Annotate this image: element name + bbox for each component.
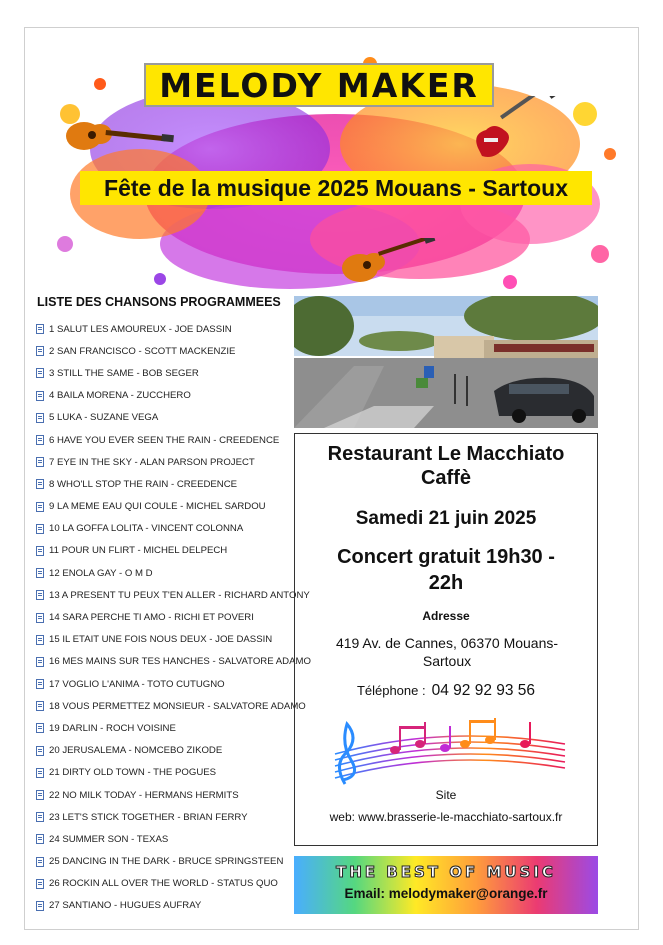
document-icon (36, 701, 44, 711)
song-item (36, 496, 311, 518)
song-label: 25 DANCING IN THE DARK - BRUCE SPRINGSTEEN (49, 856, 284, 868)
song-item (36, 518, 311, 540)
event-title: Fête de la musique 2025 Mouans - Sartoux (104, 174, 568, 201)
footer-banner (294, 856, 598, 914)
song-list (36, 318, 311, 917)
song-item (36, 806, 311, 828)
song-item (36, 873, 311, 895)
song-label: 13 A PRESENT TU PEUX T'EN ALLER - RICHARD ANTONY (49, 589, 310, 601)
event-banner (80, 171, 592, 205)
document-icon (36, 324, 44, 334)
address-label: Adresse (422, 609, 470, 623)
song-label: 17 VOGLIO L'ANIMA - TOTO CUTUGNO (49, 678, 225, 690)
song-label: 9 LA MEME EAU QUI COULE - MICHEL SARDOU (49, 501, 266, 513)
site-url[interactable]: web: www.brasserie-le-macchiato-sartoux.fr (329, 810, 563, 824)
document-icon (36, 479, 44, 489)
song-item (36, 340, 311, 362)
document-icon (36, 901, 44, 911)
venue-info-box (294, 433, 598, 846)
song-label: 14 SARA PERCHE TI AMO - RICHI ET POVERI (49, 612, 254, 624)
song-label: 7 EYE IN THE SKY - ALAN PARSON PROJECT (49, 456, 255, 468)
document-icon (36, 502, 44, 512)
title-banner (144, 63, 494, 107)
song-item (36, 606, 311, 628)
document-icon (36, 368, 44, 378)
document-icon (36, 723, 44, 733)
document-icon (36, 413, 44, 423)
song-item (36, 318, 311, 340)
document-icon (36, 346, 44, 356)
song-label: 26 ROCKIN ALL OVER THE WORLD - STATUS QUO (49, 878, 278, 890)
song-item (36, 429, 311, 451)
song-label: 6 HAVE YOU EVER SEEN THE RAIN - CREEDENCE (49, 434, 280, 446)
document-icon (36, 790, 44, 800)
song-item (36, 385, 311, 407)
song-label: 12 ENOLA GAY - O M D (49, 567, 153, 579)
song-item (36, 851, 311, 873)
song-label: 8 WHO'LL STOP THE RAIN - CREEDENCE (49, 478, 238, 490)
song-item (36, 784, 311, 806)
phone-row (295, 682, 597, 700)
document-icon (36, 635, 44, 645)
song-item (36, 473, 311, 495)
address: 419 Av. de Cannes, 06370 Mouans- Sartoux (335, 635, 559, 669)
document-icon (36, 857, 44, 867)
song-item (36, 362, 311, 384)
song-item (36, 740, 311, 762)
song-item (36, 828, 311, 850)
song-label: 19 DARLIN - ROCH VOISINE (49, 722, 176, 734)
song-item (36, 673, 311, 695)
song-label: 20 JERUSALEMA - NOMCEBO ZIKODE (49, 745, 223, 757)
song-item (36, 629, 311, 651)
document-icon (36, 590, 44, 600)
document-icon (36, 435, 44, 445)
song-item (36, 762, 311, 784)
phone-label: Téléphone : (356, 683, 426, 698)
song-label: 18 VOUS PERMETTEZ MONSIEUR - SALVATORE ADAMO (49, 700, 306, 712)
song-item (36, 895, 311, 917)
song-label: 5 LUKA - SUZANE VEGA (49, 412, 159, 424)
guitar-icon (62, 108, 177, 158)
song-label: 2 SAN FRANCISCO - SCOTT MACKENZIE (49, 345, 236, 357)
document-icon (36, 568, 44, 578)
song-item (36, 562, 311, 584)
song-label: 24 SUMMER SON - TEXAS (49, 833, 169, 845)
music-staff-icon (325, 714, 570, 790)
song-label: 15 IL ETAIT UNE FOIS NOUS DEUX - JOE DASSIN (49, 634, 273, 646)
document-icon (36, 457, 44, 467)
songs-heading: LISTE DES CHANSONS PROGRAMMEES (37, 295, 281, 309)
guitar-icon (338, 238, 438, 286)
song-item (36, 540, 311, 562)
page-title: MELODY MAKER (159, 65, 479, 105)
document-icon (36, 746, 44, 756)
song-item (36, 717, 311, 739)
song-label: 3 STILL THE SAME - BOB SEGER (49, 367, 199, 379)
site-label: Site (435, 788, 457, 802)
song-item (36, 584, 311, 606)
document-icon (36, 613, 44, 623)
song-label: 4 BAILA MORENA - ZUCCHERO (49, 390, 191, 402)
document-icon (36, 834, 44, 844)
song-label: 10 LA GOFFA LOLITA - VINCENT COLONNA (49, 523, 244, 535)
document-icon (36, 768, 44, 778)
song-item (36, 651, 311, 673)
song-label: 16 MES MAINS SUR TES HANCHES - SALVATORE ADAMO (49, 656, 311, 668)
document-icon (36, 679, 44, 689)
song-item (36, 451, 311, 473)
document-icon (36, 546, 44, 556)
song-label: 22 NO MILK TODAY - HERMANS HERMITS (49, 789, 239, 801)
song-label: 23 LET'S STICK TOGETHER - BRIAN FERRY (49, 811, 248, 823)
song-item (36, 695, 311, 717)
song-label: 1 SALUT LES AMOUREUX - JOE DASSIN (49, 323, 232, 335)
restaurant-name: Restaurant Le Macchiato Caffè (327, 443, 565, 489)
song-item (36, 407, 311, 429)
banner-tagline: THE BEST OF MUSIC (336, 863, 556, 881)
document-icon (36, 524, 44, 534)
contact-email[interactable]: Email: melodymaker@orange.fr (344, 886, 548, 901)
concert-time: Concert gratuit 19h30 - 22h (337, 546, 555, 594)
concert-date: Samedi 21 juin 2025 (355, 508, 537, 529)
document-icon (36, 391, 44, 401)
song-label: 27 SANTIANO - HUGUES AUFRAY (49, 900, 202, 912)
song-label: 21 DIRTY OLD TOWN - THE POGUES (49, 767, 217, 779)
document-icon (36, 812, 44, 822)
restaurant-street-photo (294, 296, 598, 428)
document-icon (36, 879, 44, 889)
song-label: 11 POUR UN FLIRT - MICHEL DELPECH (49, 545, 228, 557)
phone-number: 04 92 92 93 56 (431, 682, 536, 699)
document-icon (36, 657, 44, 667)
